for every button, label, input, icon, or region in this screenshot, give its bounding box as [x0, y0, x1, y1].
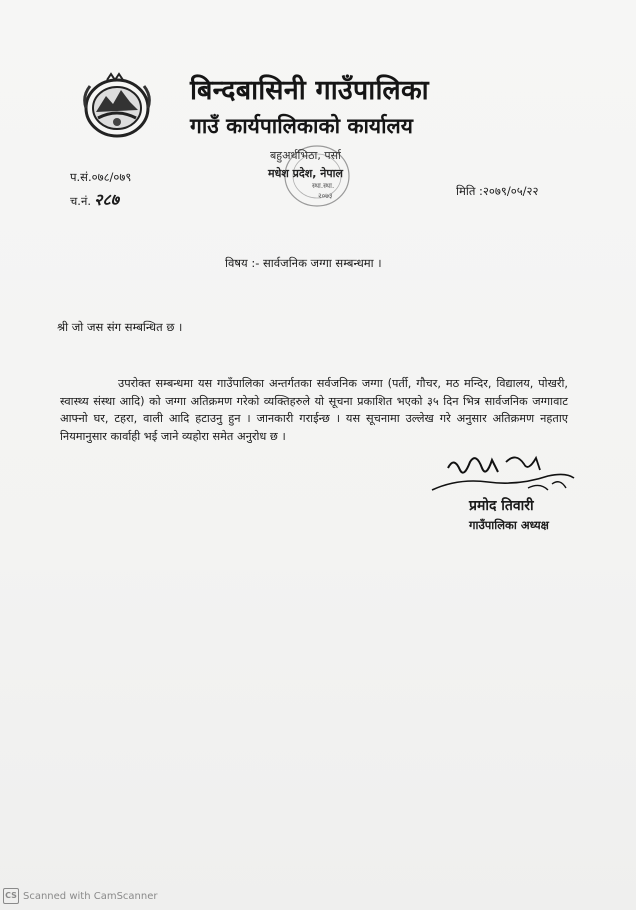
signatory-title: गाउँपालिका अध्यक्ष	[469, 518, 549, 532]
office-subtitle: गाउँ कार्यपालिकाको कार्यालय	[190, 114, 413, 138]
stamp-text-line3: स्था.स्था.	[312, 182, 335, 190]
dispatch-number-value: २८७	[94, 190, 119, 209]
letter-addressee: श्री जो जस संग सम्बन्धित छ ।	[57, 320, 183, 334]
camscanner-logo-icon: CS	[3, 888, 19, 904]
stamp-text-line2: मधेश प्रदेश, नेपाल	[268, 167, 343, 180]
dispatch-number-label: च.नं.	[70, 194, 91, 208]
letter-body-text: उपरोक्त सम्बन्धमा यस गाउँपालिका अन्तर्गतका सर्वजनिक जग्गा (पर्ती, गौचर, मठ मन्दिर, विद्यालय, पोखरी, स्वास्थ्य संस्था आदि) को जग्गा अतिक्रमण गरेको व्यक्तिहरुले यो सूचना प्रकाशित भएको ३५ दिन भित्र सार्वजनिक जग्गावाट आफ्नो घर, टहरा, वाली आदि हटाउनु हुन । जानकारी गराईन्छ । यस सूचनामा उल्लेख गरे अनुसार अतिक्रमण नहताए नियमानुसार कार्वाही भई जाने व्यहोरा समेत अनुरोध छ ।	[60, 377, 568, 443]
letter-body	[60, 375, 568, 445]
signatory-name: प्रमोद तिवारी	[469, 498, 534, 514]
nepal-emblem-icon	[80, 72, 154, 140]
letter-date: मिति :२०७९/०५/२२	[456, 184, 539, 198]
municipality-title: बिन्दबासिनी गाउँपालिका	[190, 75, 429, 106]
dispatch-number	[70, 188, 119, 210]
letter-subject: विषय :- सार्वजनिक जग्गा सम्बन्धमा ।	[225, 256, 382, 270]
letter-reference-number: प.सं.०७८/०७९	[70, 170, 132, 184]
camscanner-watermark	[3, 888, 158, 904]
stamp-text-line1: बहुअर्थभिठा, पर्सा	[270, 149, 341, 162]
watermark-text: Scanned with CamScanner	[23, 890, 158, 902]
stamp-text-line4: २०७३	[318, 192, 333, 200]
